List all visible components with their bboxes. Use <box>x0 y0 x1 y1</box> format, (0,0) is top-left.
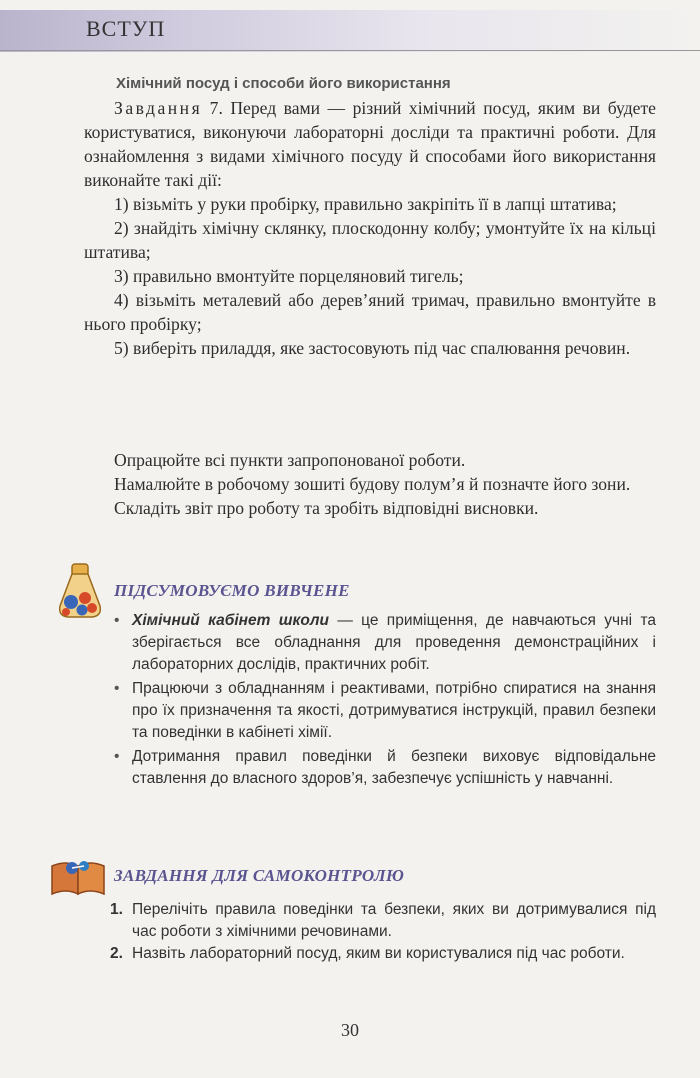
task-text: 7. Перед вами — різний хімічний посуд, яким ви будете користуватися, виконуючи лабораторні досліди та практичні роботи. Для ознайомлення з видами хімічного посуду й способами його використання виконайте такі дії: <box>84 98 656 190</box>
section-heading: Хімічний посуд і способи його використання <box>116 75 451 92</box>
summary-heading: ПІДСУМОВУЄМО ВИВЧЕНЕ <box>114 581 350 600</box>
summary-text: — це приміщення, де навчаються учні та зберігається все обладнання для проведення демонстраційних і лабораторних дослідів, практичних робіт. <box>132 612 656 673</box>
step-item: 3) правильно вмонтуйте порцеляновий тигель; <box>114 266 464 286</box>
item-number: 1. <box>110 901 123 918</box>
closing-line: Складіть звіт про роботу та зробіть відповідні висновки. <box>114 498 539 518</box>
item-text: Перелічіть правила поведінки та безпеки, яких ви дотримувалися під час роботи з хімічними речовинами. <box>132 901 656 940</box>
self-control-heading: ЗАВДАННЯ ДЛЯ САМОКОНТРОЛЮ <box>114 866 405 885</box>
task-block <box>84 96 656 360</box>
step-item: 2) знайдіть хімічну склянку, плоскодонну колбу; умонтуйте їх на кільці штатива; <box>84 218 656 262</box>
self-control-item <box>110 943 656 965</box>
task-paragraph <box>84 96 656 192</box>
summary-list <box>110 610 656 792</box>
header-title: ВСТУП <box>86 16 166 41</box>
summary-item <box>110 610 656 676</box>
item-number: 2. <box>110 945 123 962</box>
item-text: Назвіть лабораторний посуд, яким ви користувалися під час роботи. <box>132 945 625 962</box>
step-item: 5) виберіть приладдя, яке застосовують під час спалювання речовин. <box>114 338 631 358</box>
self-control-item <box>110 899 656 943</box>
step-item: 1) візьміть у руки пробірку, правильно закріпіть її в лапці штатива; <box>114 194 617 214</box>
summary-term: Хімічний кабінет школи <box>132 612 329 629</box>
page-number: 30 <box>341 1020 359 1040</box>
closing-line: Опрацюйте всі пункти запропонованої роботи. <box>114 450 466 470</box>
summary-item: • Дотримання правил поведінки й безпеки виховує відповідальне ставлення до власного здоров’я, забезпечує успішність у навчанні. <box>110 746 656 790</box>
self-control-list <box>110 899 656 965</box>
flask-icon <box>54 562 106 620</box>
closing-block <box>84 448 656 520</box>
task-label: Завдання <box>114 98 203 118</box>
step-item: 4) візьміть металевий або дерев’яний тримач, правильно вмонтуйте в нього пробірку; <box>84 290 656 334</box>
summary-item: • Працюючи з обладнанням і реактивами, потрібно спиратися на знання про їх призначення та якості, дотримуватися інструкцій, правил безпеки та поведінки в кабінеті хімії. <box>110 678 656 744</box>
book-icon <box>50 856 106 896</box>
header-rule <box>0 50 700 51</box>
closing-line: Намалюйте в робочому зошиті будову полум’я й позначте його зони. <box>114 474 631 494</box>
